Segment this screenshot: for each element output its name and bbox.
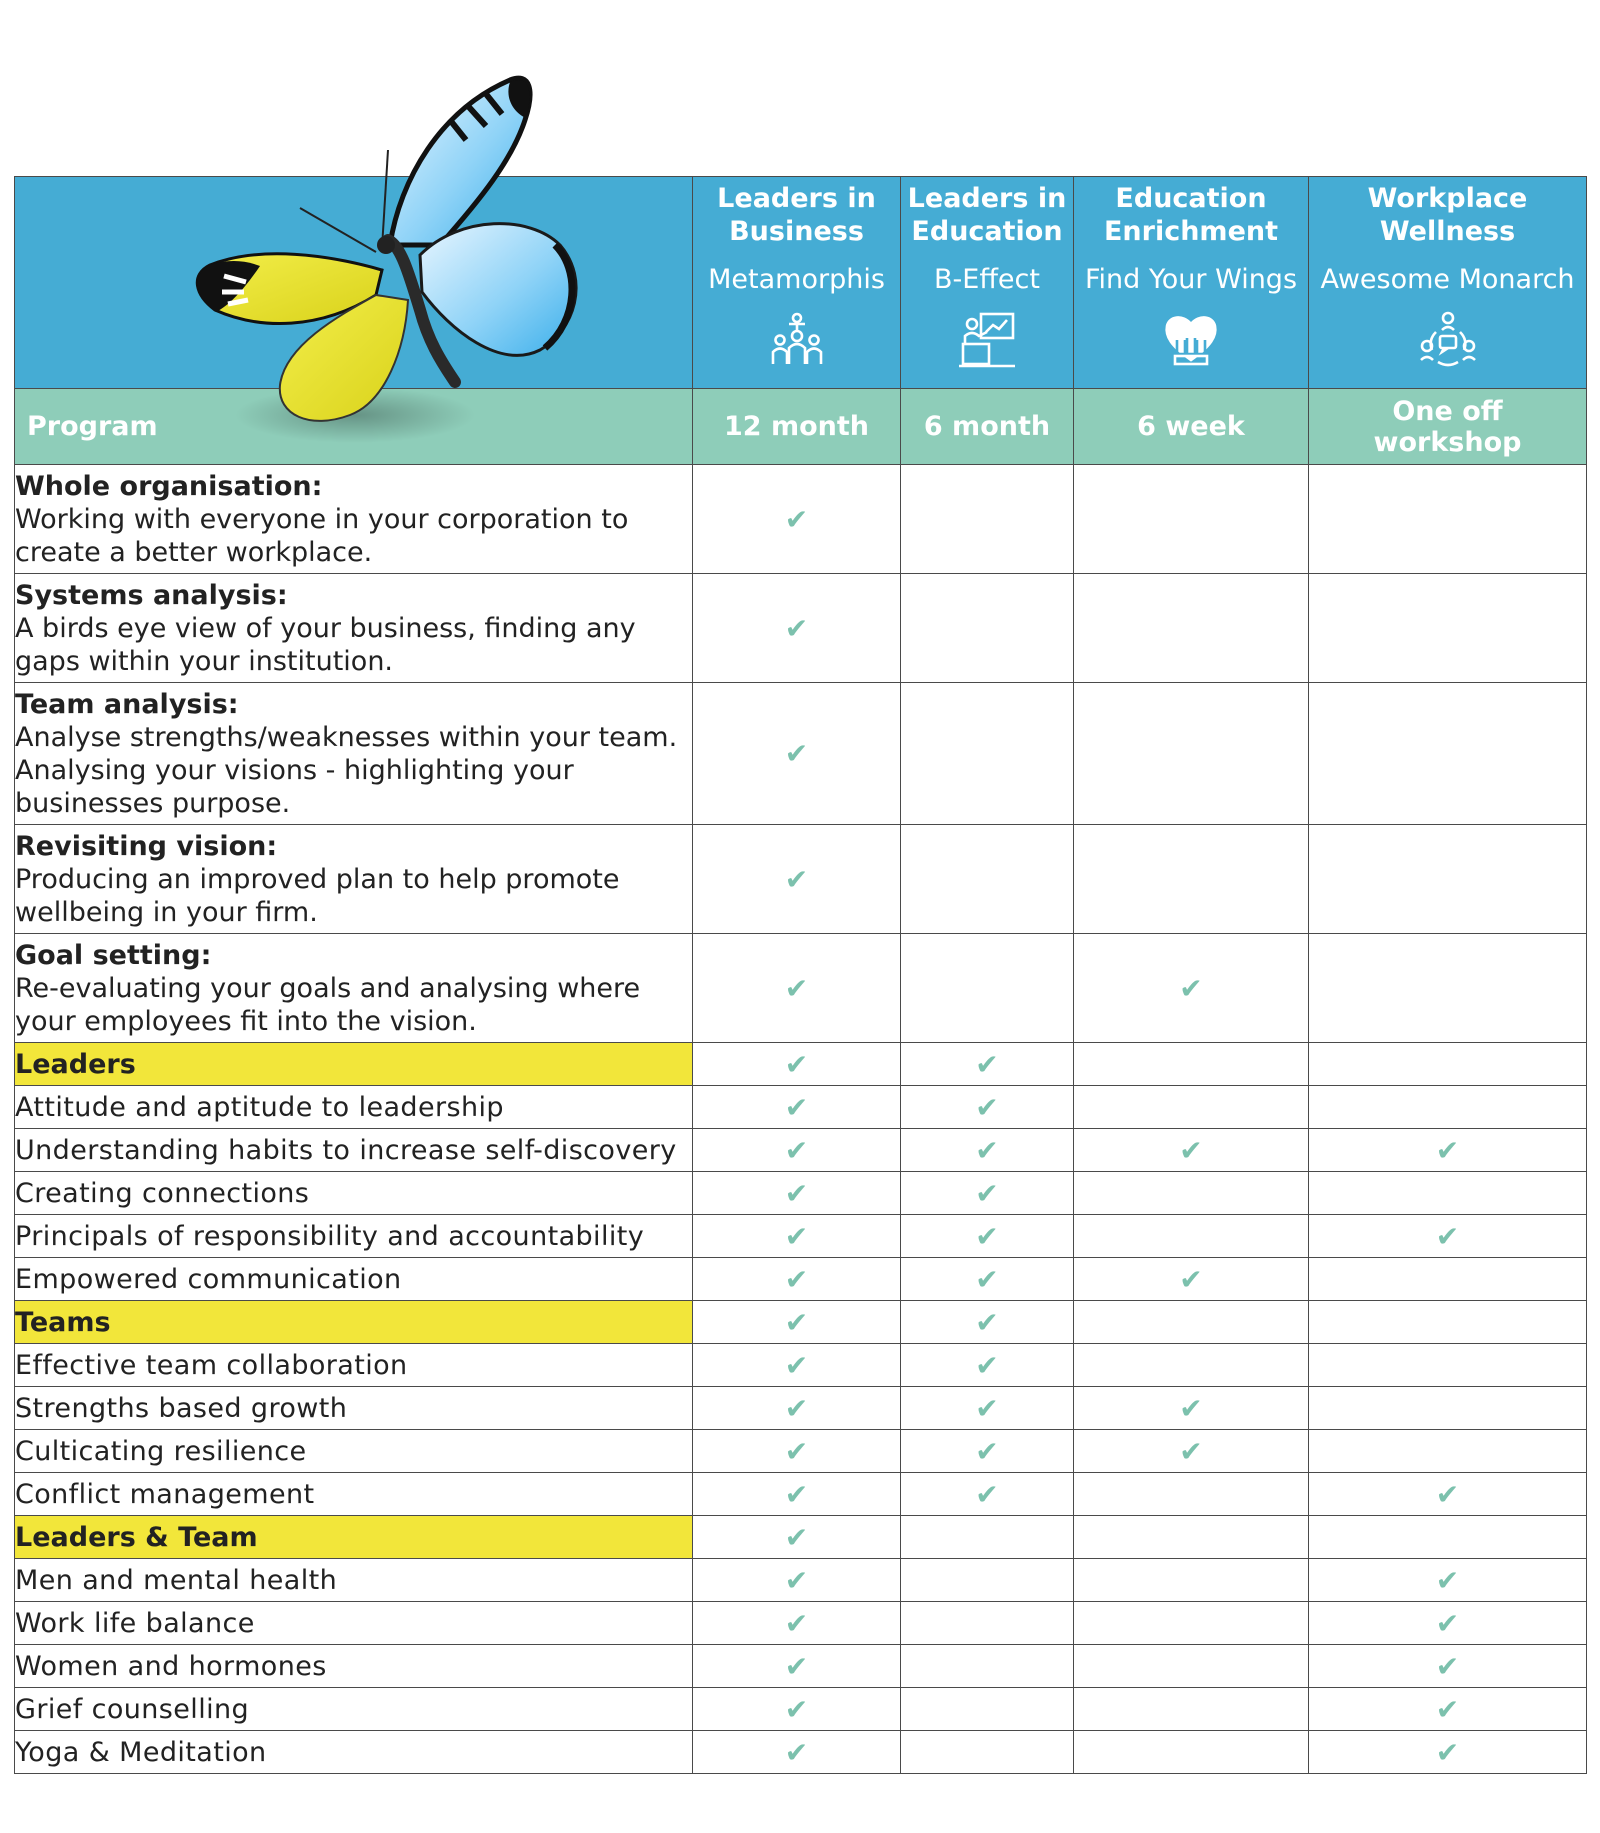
- check-mark-icon: ✔: [1179, 1391, 1203, 1425]
- feature-item-label: Conflict management: [15, 1473, 693, 1516]
- check-cell: [693, 1043, 901, 1086]
- check-cell: [901, 465, 1074, 574]
- program-title-line2: Enrichment: [1103, 216, 1279, 247]
- feature-item-label: Creating connections: [15, 1172, 693, 1215]
- check-cell: [693, 1387, 901, 1430]
- check-mark-icon: ✔: [784, 1262, 809, 1296]
- program-duration: [1309, 389, 1587, 465]
- check-cell: [1309, 1731, 1587, 1774]
- program-title-line1: Education: [1115, 183, 1267, 214]
- check-cell: [901, 825, 1074, 934]
- check-cell: [1074, 574, 1309, 683]
- check-mark-icon: ✔: [784, 862, 809, 896]
- check-mark-icon: ✔: [784, 1176, 809, 1210]
- presentation-teacher-icon: [957, 310, 1017, 370]
- check-cell: [1309, 1129, 1587, 1172]
- check-mark-icon: ✔: [784, 1305, 809, 1339]
- check-mark-icon: ✔: [784, 1133, 809, 1167]
- check-cell: [693, 1301, 901, 1344]
- check-cell: [901, 1387, 1074, 1430]
- check-mark-icon: ✔: [784, 1047, 809, 1081]
- check-cell: [1074, 1172, 1309, 1215]
- check-cell: [901, 1172, 1074, 1215]
- check-cell: [693, 683, 901, 825]
- check-cell: [1309, 1344, 1587, 1387]
- check-cell: [901, 574, 1074, 683]
- section-label: Teams: [15, 1301, 693, 1344]
- check-cell: [1309, 1301, 1587, 1344]
- feature-description-cell: [15, 934, 693, 1043]
- check-mark-icon: ✔: [784, 1606, 809, 1640]
- check-cell: [1074, 1301, 1309, 1344]
- check-mark-icon: ✔: [975, 1133, 999, 1167]
- check-mark-icon: ✔: [1435, 1563, 1460, 1597]
- program-column-header: [693, 177, 901, 389]
- program-duration: 6 week: [1074, 389, 1309, 465]
- check-cell: [1074, 1086, 1309, 1129]
- feature-item-label: Women and hormones: [15, 1645, 693, 1688]
- program-title-line1: Leaders in: [907, 183, 1067, 214]
- check-mark-icon: ✔: [784, 1735, 809, 1769]
- feature-description-row: [15, 934, 1587, 1043]
- section-row: [15, 1043, 1587, 1086]
- check-cell: [1309, 934, 1587, 1043]
- feature-item-row: [15, 1344, 1587, 1387]
- feature-item-label: Yoga & Meditation: [15, 1731, 693, 1774]
- check-cell: [901, 1559, 1074, 1602]
- check-mark-icon: ✔: [784, 971, 809, 1005]
- feature-description-row: [15, 825, 1587, 934]
- feature-item-row: [15, 1387, 1587, 1430]
- check-cell: [901, 934, 1074, 1043]
- check-cell: [693, 1602, 901, 1645]
- feature-description-row: [15, 465, 1587, 574]
- feature-text: Producing an improved plan to help promote wellbeing in your firm.: [15, 863, 620, 928]
- feature-item-row: [15, 1602, 1587, 1645]
- check-cell: [693, 934, 901, 1043]
- check-cell: [1309, 1430, 1587, 1473]
- check-cell: [1309, 1688, 1587, 1731]
- feature-description-cell: [15, 825, 693, 934]
- check-mark-icon: ✔: [784, 1477, 809, 1511]
- feature-item-label: Empowered communication: [15, 1258, 693, 1301]
- check-mark-icon: ✔: [784, 1649, 809, 1683]
- check-cell: [901, 1731, 1074, 1774]
- feature-title: Revisiting vision:: [15, 830, 278, 862]
- check-mark-icon: ✔: [975, 1047, 999, 1081]
- check-cell: [1309, 1043, 1587, 1086]
- check-cell: [901, 1258, 1074, 1301]
- program-label: Program: [15, 389, 693, 465]
- check-cell: [1309, 1516, 1587, 1559]
- check-cell: [1309, 465, 1587, 574]
- program-title-line2: Business: [729, 216, 864, 247]
- check-cell: [1074, 1731, 1309, 1774]
- feature-text: Working with everyone in your corporation to create a better workplace.: [15, 503, 629, 568]
- check-cell: [1309, 1473, 1587, 1516]
- feature-description-cell: [15, 683, 693, 825]
- check-cell: [901, 1086, 1074, 1129]
- check-cell: [1074, 465, 1309, 574]
- feature-item-label: Principals of responsibility and accountability: [15, 1215, 693, 1258]
- check-mark-icon: ✔: [1435, 1219, 1460, 1253]
- program-duration-line2: workshop: [1373, 426, 1522, 458]
- check-mark-icon: ✔: [784, 1520, 809, 1554]
- feature-item-row: [15, 1086, 1587, 1129]
- feature-item-row: [15, 1645, 1587, 1688]
- program-column-header: [1309, 177, 1587, 389]
- check-cell: [1309, 1172, 1587, 1215]
- check-cell: [901, 1516, 1074, 1559]
- check-cell: [1309, 1645, 1587, 1688]
- program-name: Awesome Monarch: [1320, 264, 1575, 295]
- check-cell: [1074, 1688, 1309, 1731]
- check-cell: [901, 1215, 1074, 1258]
- feature-item-row: [15, 1688, 1587, 1731]
- check-cell: [693, 1172, 901, 1215]
- program-title: [693, 182, 900, 248]
- check-cell: [1074, 825, 1309, 934]
- check-cell: [693, 1645, 901, 1688]
- feature-title: Systems analysis:: [15, 579, 288, 611]
- feature-item-label: Grief counselling: [15, 1688, 693, 1731]
- feature-item-row: [15, 1215, 1587, 1258]
- feature-description-row: [15, 683, 1587, 825]
- feature-item-label: Strengths based growth: [15, 1387, 693, 1430]
- check-cell: [693, 574, 901, 683]
- check-cell: [1309, 574, 1587, 683]
- check-cell: [901, 1473, 1074, 1516]
- check-mark-icon: ✔: [975, 1305, 999, 1339]
- check-cell: [1074, 1344, 1309, 1387]
- check-cell: [1309, 683, 1587, 825]
- check-cell: [901, 1301, 1074, 1344]
- check-cell: [693, 825, 901, 934]
- check-cell: [693, 1473, 901, 1516]
- feature-item-row: [15, 1258, 1587, 1301]
- check-mark-icon: ✔: [975, 1176, 999, 1210]
- feature-item-row: [15, 1473, 1587, 1516]
- feature-description-cell: [15, 465, 693, 574]
- program-title: [1074, 182, 1308, 248]
- check-cell: [1074, 683, 1309, 825]
- check-cell: [1074, 1602, 1309, 1645]
- section-row: [15, 1516, 1587, 1559]
- people-circle-icon: [1418, 310, 1478, 370]
- check-cell: [901, 1043, 1074, 1086]
- check-mark-icon: ✔: [1435, 1692, 1460, 1726]
- check-mark-icon: ✔: [975, 1219, 999, 1253]
- program-title: [1309, 182, 1586, 248]
- check-cell: [1309, 1086, 1587, 1129]
- check-cell: [901, 1430, 1074, 1473]
- check-mark-icon: ✔: [1179, 1434, 1203, 1468]
- check-mark-icon: ✔: [1435, 1606, 1460, 1640]
- feature-item-row: [15, 1172, 1587, 1215]
- feature-item-row: [15, 1559, 1587, 1602]
- check-cell: [1309, 825, 1587, 934]
- check-mark-icon: ✔: [975, 1090, 999, 1124]
- check-mark-icon: ✔: [975, 1477, 999, 1511]
- check-cell: [693, 1129, 901, 1172]
- feature-item-label: Effective team collaboration: [15, 1344, 693, 1387]
- check-mark-icon: ✔: [975, 1434, 999, 1468]
- check-cell: [901, 683, 1074, 825]
- check-cell: [1074, 1043, 1309, 1086]
- section-label: Leaders & Team: [15, 1516, 693, 1559]
- feature-item-label: Men and mental health: [15, 1559, 693, 1602]
- feature-item-label: Culticating resilience: [15, 1430, 693, 1473]
- check-cell: [901, 1129, 1074, 1172]
- program-column-header: [1074, 177, 1309, 389]
- program-duration: 12 month: [693, 389, 901, 465]
- feature-text: Re-evaluating your goals and analysing where your employees fit into the vision.: [15, 972, 641, 1037]
- check-mark-icon: ✔: [784, 1434, 809, 1468]
- feature-item-label: Understanding habits to increase self-discovery: [15, 1129, 693, 1172]
- feature-item-row: [15, 1731, 1587, 1774]
- section-row: [15, 1301, 1587, 1344]
- check-cell: [693, 1731, 901, 1774]
- feature-text: A birds eye view of your business, finding any gaps within your institution.: [15, 612, 636, 677]
- check-cell: [1309, 1258, 1587, 1301]
- check-cell: [693, 1516, 901, 1559]
- feature-item-label: Work life balance: [15, 1602, 693, 1645]
- check-cell: [693, 1430, 901, 1473]
- check-cell: [693, 1258, 901, 1301]
- check-cell: [1309, 1602, 1587, 1645]
- check-cell: [1074, 1387, 1309, 1430]
- check-cell: [1074, 1559, 1309, 1602]
- program-column-header: [901, 177, 1074, 389]
- feature-title: Whole organisation:: [15, 470, 323, 502]
- feature-title: Team analysis:: [15, 688, 239, 720]
- feature-item-row: [15, 1129, 1587, 1172]
- feature-item-row: [15, 1430, 1587, 1473]
- check-mark-icon: ✔: [975, 1348, 999, 1382]
- feature-description-row: [15, 574, 1587, 683]
- program-title-line2: Wellness: [1379, 216, 1516, 247]
- check-cell: [1074, 1516, 1309, 1559]
- check-mark-icon: ✔: [784, 1219, 809, 1253]
- program-duration: 6 month: [901, 389, 1074, 465]
- section-label: Leaders: [15, 1043, 693, 1086]
- check-cell: [1074, 1430, 1309, 1473]
- feature-title: Goal setting:: [15, 939, 212, 971]
- check-cell: [901, 1344, 1074, 1387]
- program-duration-line1: One off: [1392, 395, 1503, 427]
- check-mark-icon: ✔: [784, 611, 809, 645]
- check-mark-icon: ✔: [1435, 1133, 1460, 1167]
- check-mark-icon: ✔: [784, 1563, 809, 1597]
- check-mark-icon: ✔: [975, 1262, 999, 1296]
- feature-text: Analyse strengths/weaknesses within your team. Analysing your visions - highlighting your businesses purpose.: [15, 721, 678, 819]
- program-title-line1: Workplace: [1367, 183, 1528, 214]
- check-cell: [693, 1559, 901, 1602]
- check-cell: [1309, 1559, 1587, 1602]
- check-cell: [1074, 934, 1309, 1043]
- check-cell: [1309, 1215, 1587, 1258]
- check-mark-icon: ✔: [784, 1348, 809, 1382]
- check-cell: [1074, 1258, 1309, 1301]
- check-mark-icon: ✔: [784, 502, 809, 536]
- check-mark-icon: ✔: [1179, 1262, 1203, 1296]
- check-mark-icon: ✔: [784, 737, 809, 770]
- butterfly-image: [150, 30, 630, 480]
- check-mark-icon: ✔: [1435, 1477, 1460, 1511]
- check-cell: [901, 1645, 1074, 1688]
- check-cell: [1074, 1129, 1309, 1172]
- check-mark-icon: ✔: [975, 1391, 999, 1425]
- check-cell: [1074, 1645, 1309, 1688]
- check-cell: [1074, 1215, 1309, 1258]
- check-cell: [693, 1086, 901, 1129]
- feature-description-cell: [15, 574, 693, 683]
- program-name: B-Effect: [934, 264, 1040, 295]
- check-mark-icon: ✔: [784, 1090, 809, 1124]
- check-mark-icon: ✔: [1435, 1649, 1460, 1683]
- check-cell: [901, 1688, 1074, 1731]
- program-title: [901, 182, 1073, 248]
- check-mark-icon: ✔: [784, 1692, 809, 1726]
- heart-hands-icon: [1161, 310, 1221, 370]
- check-cell: [901, 1602, 1074, 1645]
- check-mark-icon: ✔: [1435, 1735, 1460, 1769]
- program-title-line1: Leaders in: [717, 183, 876, 214]
- check-mark-icon: ✔: [1179, 971, 1203, 1005]
- team-group-icon: [767, 310, 827, 370]
- check-cell: [1309, 1387, 1587, 1430]
- program-name: Metamorphis: [708, 264, 885, 295]
- program-title-line2: Education: [911, 216, 1063, 247]
- check-cell: [693, 1215, 901, 1258]
- check-cell: [693, 1344, 901, 1387]
- check-mark-icon: ✔: [1179, 1133, 1203, 1167]
- check-cell: [693, 1688, 901, 1731]
- check-mark-icon: ✔: [784, 1391, 809, 1425]
- check-cell: [693, 465, 901, 574]
- feature-item-label: Attitude and aptitude to leadership: [15, 1086, 693, 1129]
- check-cell: [1074, 1473, 1309, 1516]
- program-name: Find Your Wings: [1084, 264, 1298, 295]
